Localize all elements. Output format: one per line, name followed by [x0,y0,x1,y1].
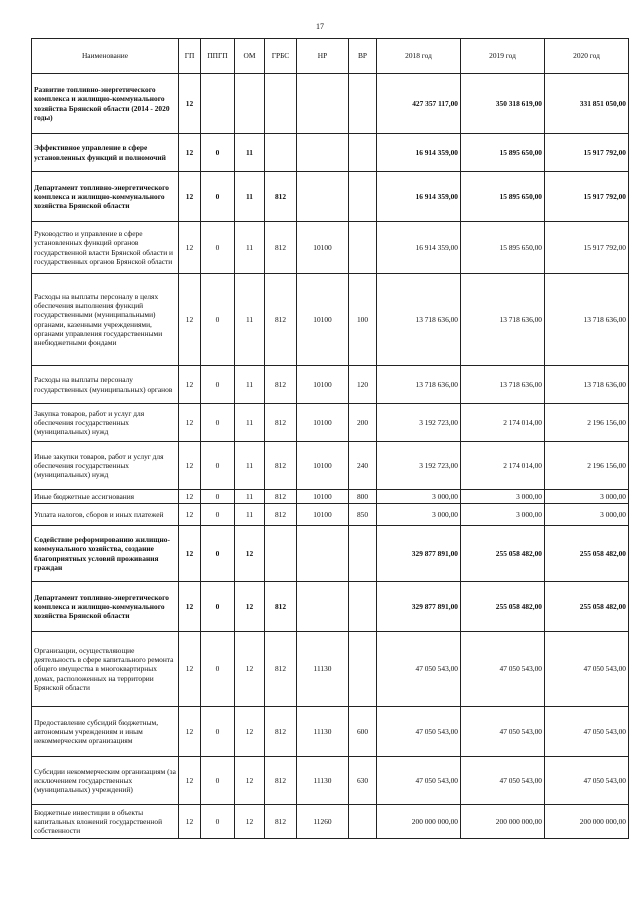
cell-2018: 3 192 723,00 [377,404,461,442]
cell-om: 12 [235,526,265,582]
cell-2018: 329 877 891,00 [377,526,461,582]
row-name: Эффективное управление в сфере установленных функций и полномочий [32,134,179,172]
cell-2019: 2 174 014,00 [461,404,545,442]
cell-gp: 12 [179,504,201,526]
cell-2018: 47 050 543,00 [377,757,461,805]
cell-2020: 47 050 543,00 [545,707,629,757]
cell-2020: 47 050 543,00 [545,757,629,805]
cell-gp: 12 [179,404,201,442]
cell-2020: 15 917 792,00 [545,222,629,274]
cell-vr: 800 [349,490,377,504]
cell-grbs: 812 [265,274,297,366]
cell-om: 11 [235,134,265,172]
row-name: Департамент топливно-энергетического комплекса и жилищно-коммунального хозяйства Брянской области [32,172,179,222]
cell-2018: 427 357 117,00 [377,74,461,134]
cell-om: 11 [235,366,265,404]
cell-2019: 255 058 482,00 [461,526,545,582]
cell-2020: 255 058 482,00 [545,526,629,582]
cell-2019: 350 318 619,00 [461,74,545,134]
cell-grbs: 812 [265,366,297,404]
row-name: Организации, осуществляющие деятельность в сфере капитального ремонта общего имущества в многоквартирных домах, расположенных на территории Брянской области [32,632,179,707]
cell-gp: 12 [179,490,201,504]
cell-2018: 3 192 723,00 [377,442,461,490]
cell-vr [349,74,377,134]
cell-ppgp: 0 [201,504,235,526]
table-row [32,404,629,442]
cell-2020: 255 058 482,00 [545,582,629,632]
cell-2019: 13 718 636,00 [461,366,545,404]
page-number: 17 [316,22,324,31]
row-name: Развитие топливно-энергетического комплекса и жилищно-коммунального хозяйства Брянской области (2014 - 2020 годы) [32,74,179,134]
cell-2018: 16 914 359,00 [377,222,461,274]
cell-nr: 10100 [297,274,349,366]
cell-vr: 630 [349,757,377,805]
cell-gp: 12 [179,757,201,805]
row-name: Департамент топливно-энергетического комплекса и жилищно-коммунального хозяйства Брянской области [32,582,179,632]
table-row [32,757,629,805]
cell-ppgp: 0 [201,582,235,632]
cell-grbs: 812 [265,490,297,504]
cell-gp: 12 [179,526,201,582]
cell-om: 12 [235,805,265,839]
cell-gp: 12 [179,134,201,172]
cell-ppgp: 0 [201,707,235,757]
cell-gp: 12 [179,274,201,366]
table-row [32,504,629,526]
cell-2019: 2 174 014,00 [461,442,545,490]
header-ppgp: ППГП [201,39,235,74]
cell-vr: 600 [349,707,377,757]
row-name: Уплата налогов, сборов и иных платежей [32,504,179,526]
cell-ppgp: 0 [201,134,235,172]
cell-nr [297,74,349,134]
cell-2019: 255 058 482,00 [461,582,545,632]
cell-vr: 850 [349,504,377,526]
table-row [32,274,629,366]
row-name: Расходы на выплаты персоналу в целях обеспечения выполнения функций государственными (муниципальными) органами, казенными учреждениями, органами управления государственными внебюджетными фондами [32,274,179,366]
cell-om: 12 [235,582,265,632]
cell-grbs: 812 [265,757,297,805]
cell-2019: 200 000 000,00 [461,805,545,839]
cell-nr: 10100 [297,504,349,526]
cell-2020: 47 050 543,00 [545,632,629,707]
cell-2019: 3 000,00 [461,490,545,504]
cell-grbs: 812 [265,222,297,274]
cell-gp: 12 [179,707,201,757]
budget-table [31,38,629,839]
cell-nr: 11130 [297,632,349,707]
table-row [32,707,629,757]
cell-grbs: 812 [265,582,297,632]
table-row [32,442,629,490]
cell-om: 11 [235,274,265,366]
cell-2020: 15 917 792,00 [545,134,629,172]
row-name: Содействие реформированию жилищно-коммунального хозяйства, создание благоприятных условий проживания граждан [32,526,179,582]
cell-2020: 331 851 050,00 [545,74,629,134]
row-name: Субсидии некоммерческим организациям (за исключением государственных (муниципальных) учреждений) [32,757,179,805]
cell-nr [297,526,349,582]
cell-nr: 10100 [297,366,349,404]
cell-nr [297,172,349,222]
cell-grbs: 812 [265,805,297,839]
cell-vr [349,582,377,632]
cell-ppgp: 0 [201,526,235,582]
cell-gp: 12 [179,366,201,404]
row-name: Руководство и управление в сфере установленных функций органов государственной власти Брянской области и государственных органов Брянской области [32,222,179,274]
header-vr: ВР [349,39,377,74]
cell-2019: 13 718 636,00 [461,274,545,366]
cell-ppgp: 0 [201,404,235,442]
row-name: Расходы на выплаты персоналу государственных (муниципальных) органов [32,366,179,404]
cell-2019: 15 895 650,00 [461,134,545,172]
table-row [32,134,629,172]
cell-ppgp: 0 [201,274,235,366]
cell-grbs: 812 [265,404,297,442]
header-nr: НР [297,39,349,74]
header-2020: 2020 год [545,39,629,74]
header-name: Наименование [32,39,179,74]
cell-2018: 200 000 000,00 [377,805,461,839]
cell-2019: 15 895 650,00 [461,222,545,274]
cell-2018: 3 000,00 [377,504,461,526]
cell-ppgp: 0 [201,490,235,504]
cell-gp: 12 [179,172,201,222]
cell-om: 11 [235,404,265,442]
cell-2019: 3 000,00 [461,504,545,526]
cell-grbs [265,526,297,582]
cell-gp: 12 [179,442,201,490]
cell-nr: 10100 [297,404,349,442]
cell-om: 12 [235,707,265,757]
table-row [32,490,629,504]
cell-om: 12 [235,757,265,805]
cell-2019: 47 050 543,00 [461,707,545,757]
header-2018: 2018 год [377,39,461,74]
cell-om: 11 [235,442,265,490]
cell-ppgp: 0 [201,172,235,222]
table-row [32,526,629,582]
cell-2018: 13 718 636,00 [377,274,461,366]
cell-nr [297,134,349,172]
cell-vr: 200 [349,404,377,442]
row-name: Иные закупки товаров, работ и услуг для обеспечения государственных (муниципальных) нужд [32,442,179,490]
row-name: Бюджетные инвестиции в объекты капитальных вложений государственной собственности [32,805,179,839]
cell-vr [349,134,377,172]
cell-vr [349,805,377,839]
cell-vr: 120 [349,366,377,404]
cell-2018: 47 050 543,00 [377,632,461,707]
cell-grbs: 812 [265,442,297,490]
cell-ppgp: 0 [201,366,235,404]
header-row [32,39,629,74]
cell-2020: 2 196 156,00 [545,404,629,442]
cell-vr [349,172,377,222]
cell-om: 12 [235,632,265,707]
table-row [32,366,629,404]
cell-2020: 13 718 636,00 [545,366,629,404]
cell-nr: 10100 [297,222,349,274]
cell-2019: 47 050 543,00 [461,632,545,707]
cell-nr: 10100 [297,442,349,490]
cell-2020: 2 196 156,00 [545,442,629,490]
cell-grbs: 812 [265,632,297,707]
cell-om: 11 [235,504,265,526]
cell-nr: 11130 [297,757,349,805]
cell-om: 11 [235,222,265,274]
cell-2020: 200 000 000,00 [545,805,629,839]
cell-2020: 13 718 636,00 [545,274,629,366]
cell-2020: 15 917 792,00 [545,172,629,222]
row-name: Закупка товаров, работ и услуг для обеспечения государственных (муниципальных) нужд [32,404,179,442]
table-row [32,632,629,707]
cell-grbs: 812 [265,172,297,222]
cell-ppgp: 0 [201,632,235,707]
cell-grbs: 812 [265,707,297,757]
cell-nr [297,582,349,632]
cell-om: 11 [235,172,265,222]
table-row [32,805,629,839]
cell-grbs [265,134,297,172]
cell-ppgp: 0 [201,805,235,839]
cell-om [235,74,265,134]
row-name: Предоставление субсидий бюджетным, автономным учреждениям и иным некоммерческим организациям [32,707,179,757]
cell-2018: 13 718 636,00 [377,366,461,404]
cell-2018: 16 914 359,00 [377,134,461,172]
table-row [32,222,629,274]
cell-gp: 12 [179,805,201,839]
cell-2019: 15 895 650,00 [461,172,545,222]
cell-ppgp [201,74,235,134]
cell-gp: 12 [179,74,201,134]
cell-gp: 12 [179,222,201,274]
cell-2020: 3 000,00 [545,504,629,526]
cell-nr: 10100 [297,490,349,504]
cell-vr: 240 [349,442,377,490]
cell-nr: 11260 [297,805,349,839]
cell-gp: 12 [179,582,201,632]
cell-ppgp: 0 [201,442,235,490]
cell-2018: 329 877 891,00 [377,582,461,632]
cell-2019: 47 050 543,00 [461,757,545,805]
cell-ppgp: 0 [201,222,235,274]
header-grbs: ГРБС [265,39,297,74]
cell-2018: 47 050 543,00 [377,707,461,757]
cell-vr [349,222,377,274]
cell-vr [349,526,377,582]
table-row [32,172,629,222]
cell-2018: 16 914 359,00 [377,172,461,222]
cell-om: 11 [235,490,265,504]
cell-vr [349,632,377,707]
cell-2018: 3 000,00 [377,490,461,504]
cell-ppgp: 0 [201,757,235,805]
table-row [32,74,629,134]
cell-2020: 3 000,00 [545,490,629,504]
cell-nr: 11130 [297,707,349,757]
table-row [32,582,629,632]
cell-gp: 12 [179,632,201,707]
row-name: Иные бюджетные ассигнования [32,490,179,504]
cell-vr: 100 [349,274,377,366]
cell-grbs [265,74,297,134]
header-gp: ГП [179,39,201,74]
header-om: ОМ [235,39,265,74]
cell-grbs: 812 [265,504,297,526]
header-2019: 2019 год [461,39,545,74]
